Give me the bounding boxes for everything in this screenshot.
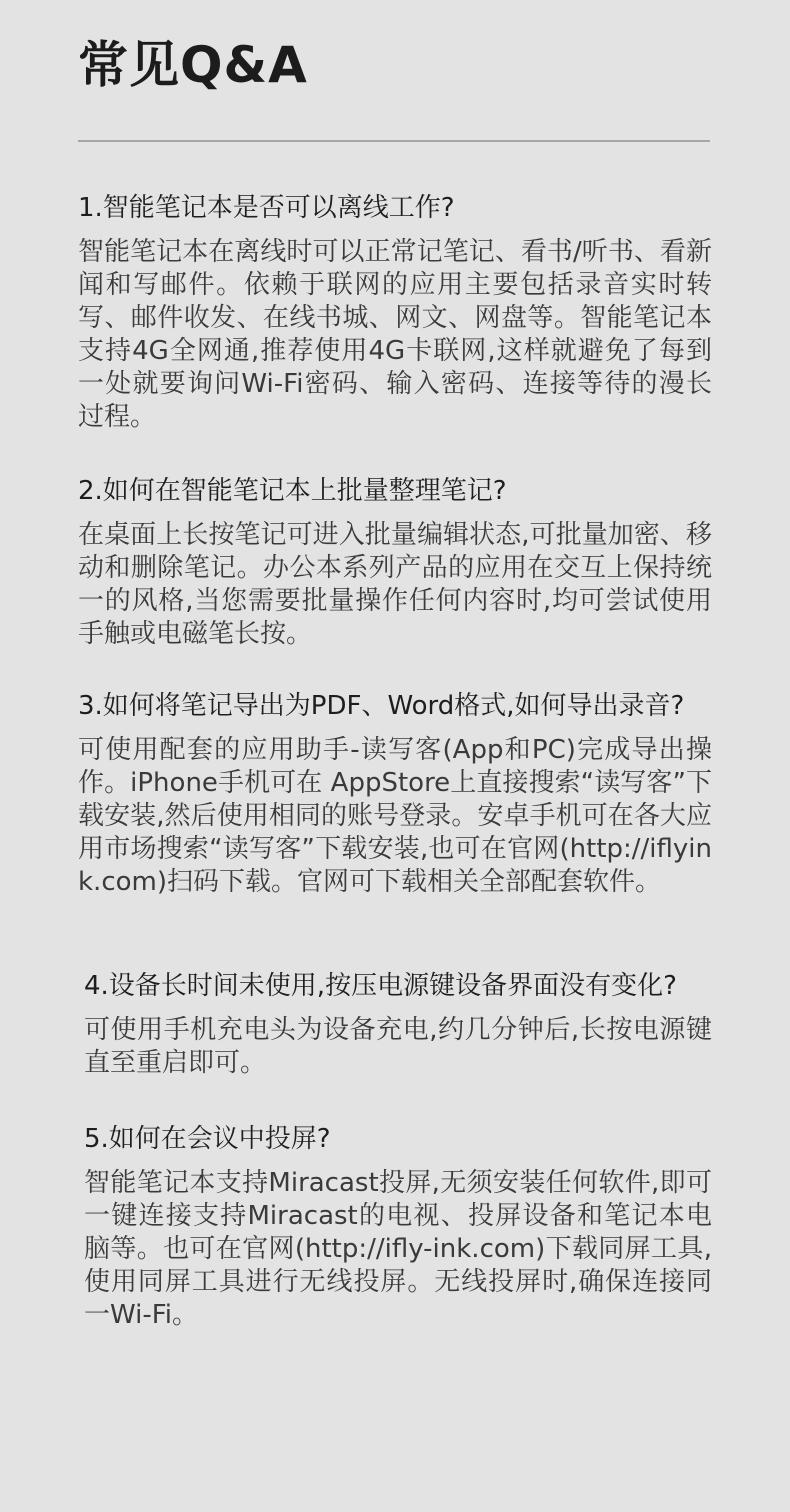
faq-item-3 [78,688,712,899]
faq-item-5 [84,1121,712,1332]
faq-question-2: 2.如何在智能笔记本上批量整理笔记? [78,476,507,506]
faq-question-3: 3.如何将笔记导出为PDF、Word格式,如何导出录音? [78,691,685,721]
page-title: 常见Q&A [78,36,308,94]
faq-item-1 [78,190,712,434]
faq-question-1: 1.智能笔记本是否可以离线工作? [78,193,455,223]
faq-question-4: 4.设备长时间未使用,按压电源键设备界面没有变化? [84,971,677,1001]
faq-answer-3: 可使用配套的应用助手-读写客(App和PC)完成导出操作。iPhone手机可在 AppStore上直接搜索“读写客”下载安装,然后使用相同的账号登录。安卓手机可在各大应用市场搜索“读写客”下载安装,也可在官网(http://iflyink.com)扫码下载。官网可下载相关全部配套软件。 [78,735,712,897]
faq-question-5: 5.如何在会议中投屏? [84,1124,331,1154]
faq-answer-4: 可使用手机充电头为设备充电,约几分钟后,长按电源键直至重启即可。 [84,1015,712,1078]
faq-answer-1: 智能笔记本在离线时可以正常记笔记、看书/听书、看新闻和写邮件。依赖于联网的应用主要包括录音实时转写、邮件收发、在线书城、网文、网盘等。智能笔记本支持4G全网通,推荐使用4G卡联网,这样就避免了每到一处就要询问Wi-Fi密码、输入密码、连接等待的漫长过程。 [78,237,712,432]
faq-answer-2: 在桌面上长按笔记可进入批量编辑状态,可批量加密、移动和删除笔记。办公本系列产品的应用在交互上保持统一的风格,当您需要批量操作任何内容时,均可尝试使用手触或电磁笔长按。 [78,520,712,649]
faq-item-4 [84,968,712,1080]
faq-item-2 [78,473,712,651]
faq-answer-5: 智能笔记本支持Miracast投屏,无须安装任何软件,即可一键连接支持Miracast的电视、投屏设备和笔记本电脑等。也可在官网(http://ifly-ink.com)下载同屏工具,使用同屏工具进行无线投屏。无线投屏时,确保连接同一Wi-Fi。 [84,1168,712,1330]
title-divider [78,140,710,142]
